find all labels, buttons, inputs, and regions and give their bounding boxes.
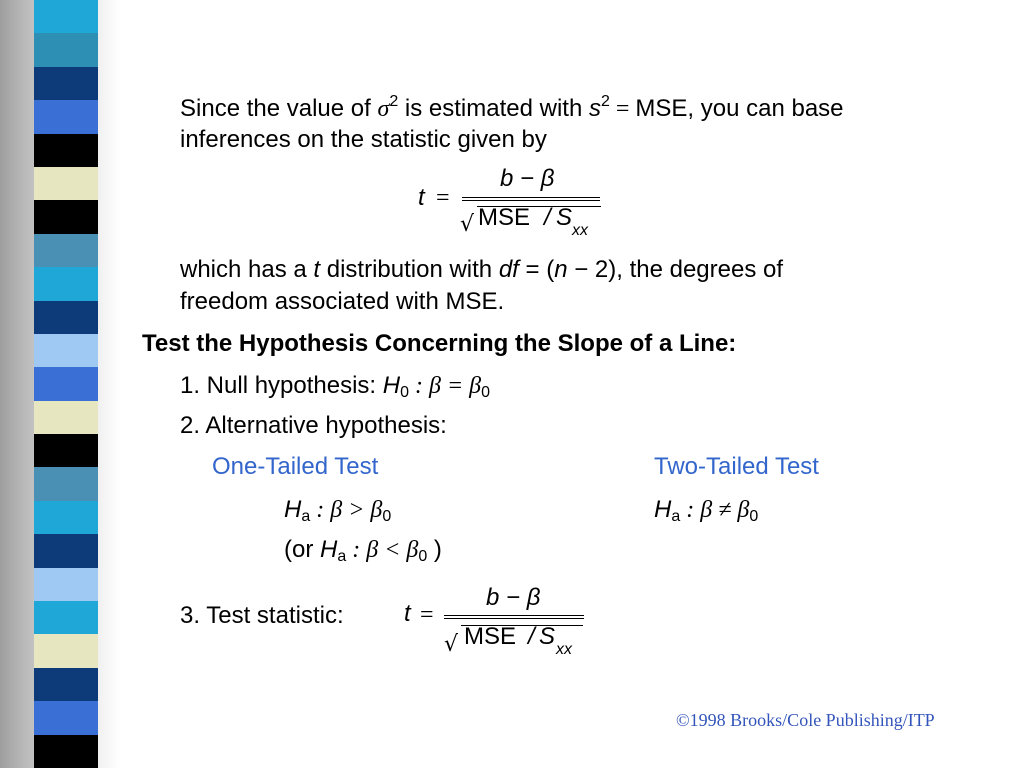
subscript-0: 0	[400, 384, 410, 401]
alt-hypothesis-label: 2. Alternative hypothesis:	[180, 412, 447, 439]
H-symbol: H	[320, 536, 338, 563]
test-statistic-label: 3. Test statistic:	[180, 602, 344, 629]
one-tailed-upper	[284, 496, 391, 531]
formula-mse: MSE	[478, 204, 531, 231]
formula-t: t	[404, 600, 411, 627]
df-text: = (	[518, 256, 555, 283]
intro-text: MSE, you can base	[635, 95, 844, 122]
strip-block	[34, 0, 98, 33]
null-expression: : β = β	[409, 373, 482, 399]
n-symbol: n	[554, 256, 568, 283]
sigma-exponent: 2	[389, 93, 399, 110]
formula-t: t	[418, 184, 425, 211]
sqrt-symbol: √	[444, 632, 459, 657]
one-tailed-lower	[284, 536, 442, 571]
H-symbol: H	[382, 372, 401, 399]
strip-block	[34, 334, 98, 367]
formula-xx: xx	[556, 641, 572, 658]
df-text: which has a	[180, 256, 314, 283]
formula-S: S	[556, 204, 573, 231]
strip-block	[34, 735, 98, 768]
null-label: 1. Null hypothesis:	[180, 372, 383, 399]
subscript-a: a	[671, 508, 681, 525]
expression: : β ≠ β	[680, 497, 750, 523]
expression: : β > β	[310, 497, 383, 523]
strip-block	[34, 568, 98, 601]
strip-block	[34, 534, 98, 567]
subscript-0: 0	[481, 384, 491, 401]
df-line-1	[180, 256, 783, 284]
formula-numerator: b − β	[486, 584, 541, 611]
H-symbol: H	[284, 496, 302, 523]
strip-block	[34, 167, 98, 200]
strip-block	[34, 200, 98, 233]
strip-block	[34, 234, 98, 267]
formula-slash: /	[544, 204, 551, 231]
subscript-0: 0	[382, 508, 392, 525]
df-text: − 2), the degrees of	[567, 256, 784, 283]
strip-left-band	[0, 0, 34, 768]
formula-xx: xx	[572, 222, 588, 239]
formula-slash: /	[528, 623, 535, 650]
strip-block	[34, 67, 98, 100]
subscript-0: 0	[749, 508, 759, 525]
intro-line-1	[180, 88, 844, 123]
strip-block	[34, 634, 98, 667]
equals-sign: =	[609, 96, 636, 122]
s-exponent: 2	[600, 93, 610, 110]
expression: : β < β	[346, 537, 419, 563]
df-symbol: df	[498, 256, 519, 283]
copyright-footer: ©1998 Brooks/Cole Publishing/ITP	[676, 710, 935, 730]
fraction-bar	[444, 615, 584, 616]
strip-block	[34, 434, 98, 467]
strip-block	[34, 33, 98, 66]
strip-block	[34, 668, 98, 701]
strip-block	[34, 401, 98, 434]
strip-block	[34, 301, 98, 334]
fraction-bar	[462, 200, 600, 201]
null-hypothesis	[180, 372, 490, 407]
strip-block	[34, 701, 98, 734]
one-tailed-heading: One-Tailed Test	[212, 453, 379, 480]
formula-mse: MSE	[464, 623, 517, 650]
fraction-bar	[444, 618, 584, 619]
section-heading: Test the Hypothesis Concerning the Slope of a Line:	[142, 330, 737, 357]
fraction-bar	[462, 197, 600, 198]
formula-equals: =	[436, 185, 450, 211]
subscript-0: 0	[418, 548, 428, 565]
strip-block	[34, 367, 98, 400]
two-tailed-expr	[654, 496, 758, 531]
strip-block	[34, 467, 98, 500]
intro-text: is estimated with	[398, 95, 589, 122]
close-paren: )	[427, 536, 442, 563]
strip-block	[34, 267, 98, 300]
formula-S: S	[539, 623, 556, 650]
or-text: (or	[284, 536, 320, 563]
decorative-color-strip	[34, 0, 98, 768]
sqrt-symbol: √	[460, 212, 475, 237]
df-text: distribution with	[320, 256, 499, 283]
strip-block	[34, 134, 98, 167]
strip-block	[34, 601, 98, 634]
s-symbol: s	[588, 95, 601, 122]
t-symbol: t	[313, 256, 321, 283]
two-tailed-heading: Two-Tailed Test	[654, 453, 819, 480]
df-line-2: freedom associated with MSE.	[180, 288, 505, 315]
subscript-a: a	[301, 508, 311, 525]
subscript-a: a	[337, 548, 347, 565]
strip-block	[34, 100, 98, 133]
intro-text: Since the value of	[180, 95, 378, 122]
intro-line-2: inferences on the statistic given by	[180, 126, 547, 153]
formula-equals: =	[420, 602, 434, 628]
sigma-symbol: σ	[377, 96, 390, 122]
H-symbol: H	[654, 496, 672, 523]
formula-numerator: b − β	[500, 165, 555, 192]
strip-block	[34, 501, 98, 534]
